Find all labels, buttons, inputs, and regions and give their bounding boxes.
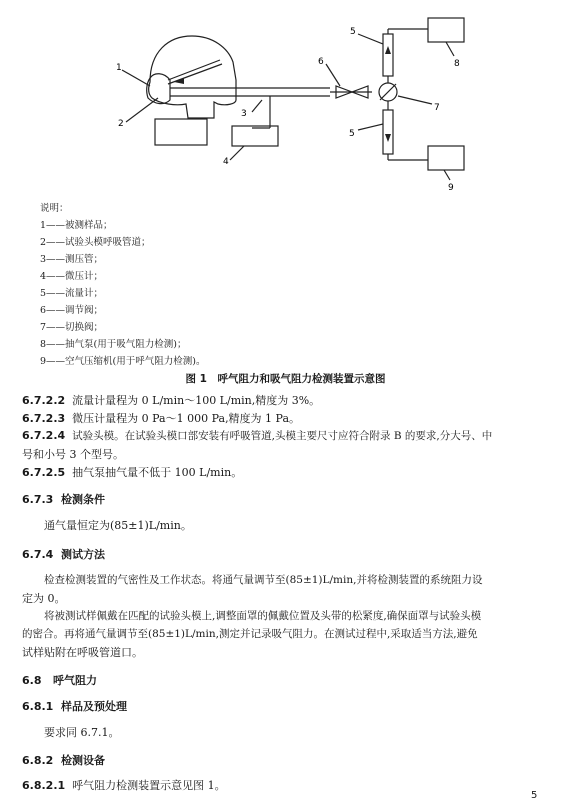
figure-label-7: 7: [434, 103, 440, 113]
section-title: 检测设备: [61, 754, 105, 767]
clause-text: 试验头模。在试验头模口部安装有呼吸管道,头模主要尺寸应符合附录 B 的要求,分大号、中: [72, 430, 493, 442]
legend-item: 1——被测样品；: [40, 220, 113, 231]
clause-text: 呼气阻力检测装置示意见图 1。: [72, 779, 226, 792]
legend-item: 5——流量计；: [40, 288, 104, 299]
section-title: 检测条件: [61, 493, 105, 506]
clause-number: 6.7.2.3: [22, 412, 66, 425]
clause-number: 6.7.2.5: [22, 466, 66, 479]
legend-item: 8——抽气泵(用于吸气阻力检测)；: [40, 339, 187, 350]
legend-item: 9——空气压缩机(用于呼气阻力检测)。: [40, 356, 206, 367]
clause-text: 流量计量程为 0 L/min～100 L/min,精度为 3%。: [72, 394, 321, 407]
paragraph-continued: 定为 0。: [22, 592, 66, 605]
flowmeter-lower: [383, 110, 393, 154]
flowmeter-upper: [383, 34, 393, 76]
figure-label-8: 8: [454, 59, 460, 69]
section-title: 测试方法: [61, 548, 105, 561]
section-heading-6-7-3: [22, 491, 105, 507]
legend-item: 2——试验头模呼吸管道；: [40, 237, 151, 248]
section-title: 呼气阻力: [53, 674, 97, 687]
section-number: 6.7.4: [22, 548, 54, 561]
section-heading-6-8: [22, 672, 97, 688]
section-heading-6-8-2: [22, 752, 105, 768]
clause-number: 6.8.2.1: [22, 779, 66, 792]
suction-pump: [428, 18, 464, 42]
figure-label-6: 6: [318, 57, 324, 67]
section-number: 6.8: [22, 674, 42, 687]
page-number: 5: [531, 790, 538, 801]
clause-6-7-2-5: [22, 464, 242, 480]
section-title: 样品及预处理: [61, 700, 127, 713]
clause-text-continued: 号和小号 3 个型号。: [22, 448, 124, 461]
head-strap: [168, 60, 222, 84]
figure-label-2: 2: [118, 119, 124, 129]
clause-6-7-2-2: [22, 392, 320, 408]
apparatus-diagram: [0, 0, 571, 200]
figure-label-3: 3: [241, 109, 247, 119]
legend-title: 说明：: [40, 203, 69, 214]
clause-text: 微压计量程为 0 Pa～1 000 Pa,精度为 1 Pa。: [72, 412, 301, 425]
paragraph: 要求同 6.7.1。: [44, 726, 120, 739]
legend-item: 7——切换阀；: [40, 322, 104, 333]
paragraph: 通气量恒定为(85±1)L/min。: [44, 519, 192, 532]
section-heading-6-7-4: [22, 546, 105, 562]
clause-text: 抽气泵抽气量不低于 100 L/min。: [72, 466, 243, 479]
clause-6-7-2-4: [22, 428, 492, 443]
clause-number: 6.7.2.2: [22, 394, 66, 407]
paragraph-continued: 的密合。再将通气量调节至(85±1)L/min,测定并记录吸气阻力。在测试过程中,采取适当方法,避免: [22, 628, 478, 640]
legend-item: 6——调节阀；: [40, 305, 104, 316]
test-head-outline: [149, 36, 236, 118]
legend-item: 3——测压管；: [40, 254, 104, 265]
flow-arrow-up: [385, 46, 391, 54]
figure-label-5-lower: 5: [349, 129, 355, 139]
legend-item: 4——微压计；: [40, 271, 104, 282]
air-compressor: [428, 146, 464, 170]
figure-label-9: 9: [448, 183, 454, 193]
figure-label-4: 4: [223, 157, 229, 167]
micromanometer: [232, 126, 278, 146]
clause-6-8-2-1: [22, 777, 226, 793]
clause-number: 6.7.2.4: [22, 429, 66, 442]
paragraph: 检查检测装置的气密性及工作状态。将通气量调节至(85±1)L/min,并将检测装置的系统阻力设: [44, 574, 483, 586]
figure-label-1: 1: [116, 63, 122, 73]
clause-6-7-2-3: [22, 410, 300, 426]
section-heading-6-8-1: [22, 698, 127, 714]
paragraph: 将被测试样佩戴在匹配的试验头模上,调整面罩的佩戴位置及头带的松紧度,确保面罩与试验头模: [44, 610, 482, 622]
section-number: 6.8.1: [22, 700, 54, 713]
flow-arrow-down: [385, 134, 391, 142]
mask-outline: [147, 74, 170, 104]
figure-label-5-upper: 5: [350, 27, 356, 37]
head-base: [155, 119, 207, 145]
figure-caption: 图 1 呼气阻力和吸气阻力检测装置示意图: [185, 373, 386, 385]
paragraph-continued: 试样贴附在呼吸管道口。: [22, 646, 143, 659]
section-number: 6.8.2: [22, 754, 54, 767]
section-number: 6.7.3: [22, 493, 54, 506]
